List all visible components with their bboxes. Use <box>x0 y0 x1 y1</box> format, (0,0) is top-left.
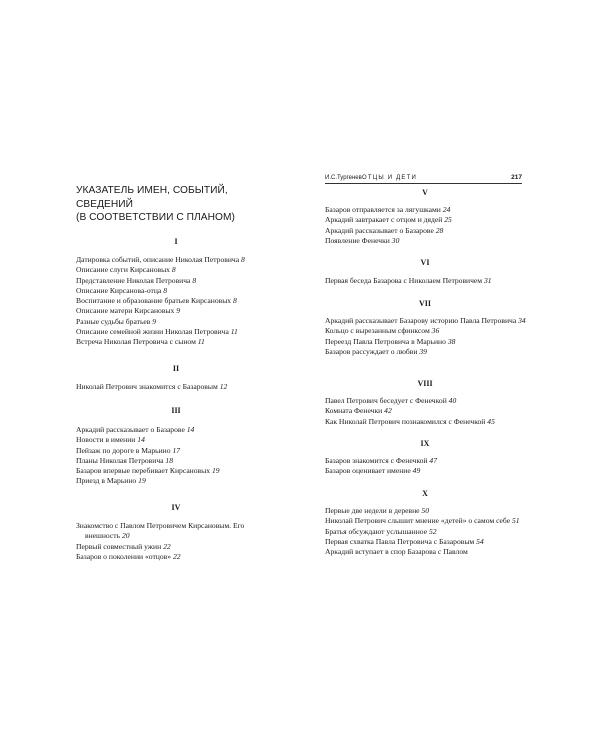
entry-page: 42 <box>384 406 392 416</box>
index-entry <box>76 425 281 435</box>
section-entries <box>325 396 530 427</box>
section-numeral: VII <box>418 299 431 308</box>
section-numeral: IV <box>171 503 181 512</box>
entry-page: 9 <box>176 306 181 316</box>
entry-page: 34 <box>518 316 526 325</box>
entry-text: Описание слуги Кирсановых <box>76 265 170 275</box>
section-numeral: I <box>174 237 178 246</box>
index-entry <box>76 446 281 456</box>
entry-page: 31 <box>484 276 492 285</box>
entry-text: Павел Петрович беседует с Фенечкой <box>325 396 447 405</box>
index-entry <box>76 306 281 316</box>
index-entry <box>76 521 281 542</box>
entry-text: Аркадий завтракает с отцом и дядей <box>325 215 443 225</box>
index-entry <box>76 382 281 392</box>
entry-text: Первая схватка Павла Петровича с Базаровым <box>325 536 475 546</box>
entry-text: Описание семейной жизни Николая Петровича <box>76 327 229 337</box>
entry-page: 9 <box>152 316 157 326</box>
entry-text: Николай Петрович знакомится с Базаровым <box>76 382 218 391</box>
section-entries <box>325 205 530 246</box>
entry-text: Первый совместный ужин <box>76 541 162 551</box>
index-entry <box>76 327 281 337</box>
running-head <box>325 174 522 184</box>
index-entry <box>325 506 530 516</box>
section-numeral: X <box>422 489 428 498</box>
section-numeral: V <box>422 188 428 197</box>
section-entries <box>325 506 530 557</box>
index-entry <box>76 286 281 296</box>
entry-text: Базаров о поколении «отцов» <box>76 551 172 561</box>
section-entries <box>325 456 530 477</box>
entry-text: Базаров рассуждает о любви <box>325 346 418 356</box>
index-entry <box>325 516 530 526</box>
page-number: 217 <box>511 174 522 181</box>
index-entry <box>325 316 530 326</box>
entry-page: 54 <box>476 536 484 546</box>
index-entry <box>325 276 530 286</box>
entry-text: Датировка событий, описание Николая Петровича <box>76 255 240 264</box>
index-entry <box>76 296 281 306</box>
entry-page: 47 <box>429 456 437 465</box>
entry-page: 38 <box>447 336 456 346</box>
section-numeral: II <box>172 364 180 373</box>
section-entries <box>76 255 281 348</box>
entry-page: 28 <box>435 225 444 235</box>
index-entry <box>76 476 281 486</box>
entry-text: Кольцо с вырезанным сфинксом <box>325 326 430 336</box>
section-numeral: VI <box>420 258 430 267</box>
entry-text: Первые две недели в деревне <box>325 506 420 515</box>
entry-page: 14 <box>137 435 145 445</box>
index-title-line-2: (В СООТВЕТСТВИИ С ПЛАНОМ) <box>76 212 235 223</box>
entry-text: Воспитание и образование братьев Кирсановых <box>76 296 232 306</box>
index-entry <box>325 547 530 557</box>
index-entry <box>325 347 530 357</box>
entry-text: Первая беседа Базарова с Николаем Петровичем <box>325 276 483 285</box>
entry-text: Как Николай Петрович познакомился с Фенечкой <box>325 416 486 426</box>
entry-text: Разные судьбы братьев <box>76 316 151 326</box>
index-entry <box>325 527 530 537</box>
index-title-line-1: УКАЗАТЕЛЬ ИМЕН, СОБЫТИЙ, СВЕДЕНИЙ <box>76 185 228 210</box>
index-entry <box>76 276 281 286</box>
index-entry <box>76 337 281 347</box>
entry-text: Николай Петрович слышит мнение «детей» о самом себе <box>325 516 511 526</box>
section-numeral: IX <box>420 439 430 448</box>
entry-page: 20 <box>121 531 130 541</box>
entry-page: 50 <box>421 506 430 515</box>
entry-text: Представление Николая Петровича <box>76 275 191 285</box>
entry-page: 45 <box>487 416 495 426</box>
entry-text: Описание матери Кирсановых <box>76 306 175 316</box>
section-numeral: VIII <box>417 379 433 388</box>
entry-page: 22 <box>172 551 181 561</box>
running-head-book-title: ОТЦЫ И ДЕТИ <box>362 175 417 181</box>
index-entry <box>325 456 530 466</box>
index-entry <box>325 466 530 476</box>
entry-page: 18 <box>165 455 174 465</box>
index-entry <box>76 265 281 275</box>
entry-page: 52 <box>428 526 437 536</box>
entry-page: 19 <box>211 466 220 476</box>
entry-text: Аркадий рассказывает о Базарове <box>325 225 434 235</box>
entry-page: 8 <box>171 265 176 275</box>
entry-text: Знакомство с Павлом Петровичем Кирсановым. Его внешность <box>76 521 245 541</box>
index-entry <box>76 435 281 445</box>
entry-page: 24 <box>442 205 451 214</box>
entry-page: 14 <box>186 425 195 434</box>
entry-text: Пейзаж по дороге в Марьино <box>76 445 171 455</box>
entry-page: 8 <box>163 285 167 295</box>
entry-text: Аркадий рассказывает о Базарове <box>76 425 185 434</box>
index-entry <box>325 337 530 347</box>
index-entry <box>76 317 281 327</box>
index-entry <box>325 537 530 547</box>
entry-text: Планы Николая Петровича <box>76 455 164 465</box>
entry-page: 11 <box>230 327 238 337</box>
index-entry <box>325 326 530 336</box>
entry-text: Встреча Николая Петровича с сыном <box>76 337 196 347</box>
running-head-author: И.С.Тургенев <box>325 175 362 181</box>
entry-text: Базаров отправляется за лягушками <box>325 205 441 214</box>
index-entry <box>76 552 281 562</box>
index-entry <box>325 417 530 427</box>
entry-page: 25 <box>444 215 452 225</box>
entry-page: 19 <box>138 476 146 486</box>
entry-text: Описание Кирсанова-отца <box>76 285 162 295</box>
entry-page: 51 <box>511 516 520 526</box>
index-entry <box>325 236 530 246</box>
entry-page: 12 <box>219 382 228 391</box>
index-entry <box>325 396 530 406</box>
entry-text: Базаров оценивает имение <box>325 466 411 476</box>
index-entry <box>76 542 281 552</box>
section-entries <box>76 521 281 562</box>
section-numeral: III <box>171 406 181 415</box>
section-entries <box>76 425 281 487</box>
entry-page: 22 <box>163 541 171 551</box>
entry-page: 40 <box>448 396 457 405</box>
entry-text: Появление Фенечки <box>325 235 390 245</box>
index-entry <box>325 205 530 215</box>
entry-text: Базаров знакомится с Фенечкой <box>325 456 428 465</box>
index-title <box>76 184 276 225</box>
entry-text: Новости в имении <box>76 435 136 445</box>
entry-page: 8 <box>192 275 197 285</box>
section-entries <box>325 276 530 286</box>
entry-page: 39 <box>419 346 427 356</box>
index-entry <box>76 255 281 265</box>
entry-page: 49 <box>412 466 421 476</box>
entry-page: 8 <box>233 296 237 306</box>
entry-page: 11 <box>197 337 205 347</box>
section-entries <box>325 316 530 357</box>
index-entry <box>325 215 530 225</box>
entry-text: Аркадий рассказывает Базарову историю Павла Петровича <box>325 316 517 325</box>
index-entry <box>325 226 530 236</box>
entry-text: Аркадий вступает в спор Базарова с Павлом <box>325 547 468 557</box>
entry-page: 8 <box>241 255 245 264</box>
index-entry <box>76 466 281 476</box>
index-entry <box>76 456 281 466</box>
entry-page: 36 <box>431 326 440 336</box>
section-entries <box>76 382 281 392</box>
entry-text: Приезд в Марьино <box>76 476 137 486</box>
entry-text: Комната Фенечки <box>325 406 383 416</box>
entry-page: 17 <box>172 445 181 455</box>
index-entry <box>325 406 530 416</box>
entry-page: 30 <box>391 235 400 245</box>
entry-text: Базаров впервые перебивает Кирсановых <box>76 466 211 476</box>
entry-text: Переезд Павла Петровича в Марьино <box>325 336 446 346</box>
entry-text: Братья обсуждают услышанное <box>325 526 428 536</box>
